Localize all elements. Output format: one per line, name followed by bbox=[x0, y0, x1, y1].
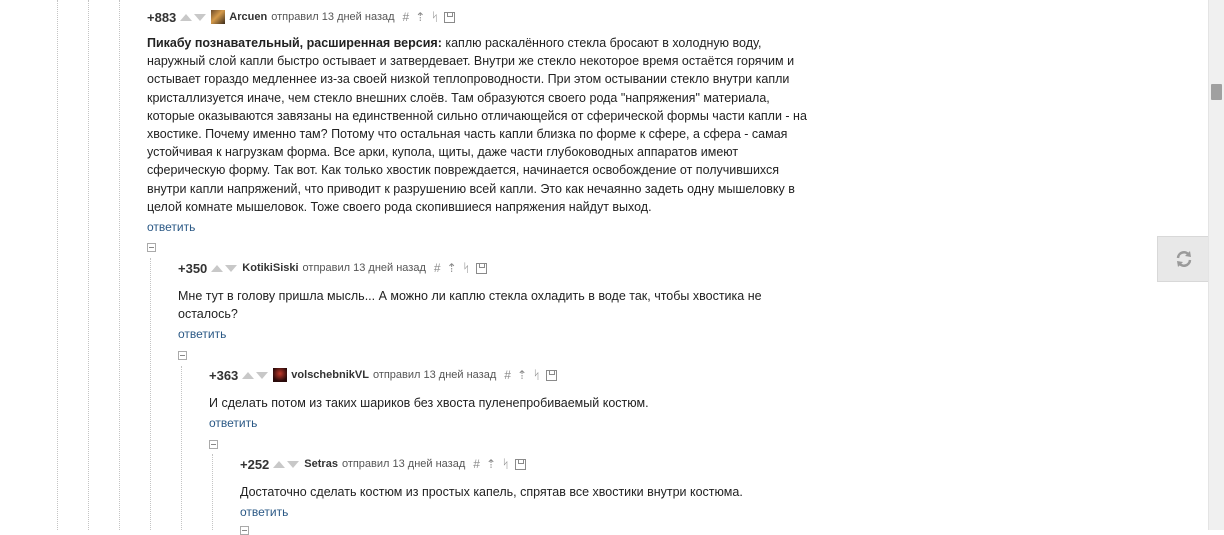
upvote-icon[interactable] bbox=[211, 265, 223, 272]
comment-author[interactable]: volschebnikVL bbox=[291, 369, 369, 381]
avatar[interactable] bbox=[211, 10, 225, 24]
comment bbox=[178, 259, 824, 341]
comment-date: отправил 13 дней назад bbox=[341, 458, 466, 470]
arrow-up-link-icon[interactable]: ⇡ bbox=[446, 261, 457, 275]
downvote-icon[interactable] bbox=[256, 372, 268, 379]
comment-author[interactable]: Arcuen bbox=[229, 11, 268, 23]
reply-link[interactable]: ответить bbox=[209, 416, 258, 431]
downvote-icon[interactable] bbox=[287, 461, 299, 468]
upvote-icon[interactable] bbox=[273, 461, 285, 468]
comment-body bbox=[178, 287, 788, 323]
arrow-up-link-icon[interactable]: ⇡ bbox=[516, 368, 528, 382]
save-icon[interactable] bbox=[546, 370, 557, 381]
tree-guide-line bbox=[57, 0, 58, 530]
collapse-toggle-icon[interactable] bbox=[240, 526, 249, 535]
tree-guide-line bbox=[150, 258, 151, 530]
comment-header bbox=[178, 259, 824, 277]
comment-rating: +350 bbox=[178, 260, 208, 276]
reply-link[interactable]: ответить bbox=[240, 505, 289, 520]
refresh-button[interactable] bbox=[1157, 236, 1209, 282]
comment-author[interactable]: Setras bbox=[304, 458, 338, 470]
comment-date: отправил 13 дней назад bbox=[271, 11, 395, 23]
branch-icon[interactable]: ᛋ bbox=[533, 368, 541, 382]
reply-link[interactable]: ответить bbox=[178, 327, 227, 342]
scrollbar-thumb[interactable] bbox=[1211, 84, 1222, 100]
hash-icon[interactable]: # bbox=[473, 457, 480, 471]
comment-body bbox=[240, 483, 840, 501]
arrow-up-link-icon[interactable]: ⇡ bbox=[415, 10, 426, 24]
save-icon[interactable] bbox=[444, 12, 455, 23]
hash-icon[interactable]: # bbox=[402, 10, 410, 24]
comment-header bbox=[147, 8, 824, 26]
tree-guide-line bbox=[119, 0, 120, 530]
comment-header bbox=[240, 455, 824, 473]
branch-icon[interactable]: ᛋ bbox=[462, 261, 470, 275]
branch-icon[interactable]: ᛋ bbox=[431, 10, 439, 24]
save-icon[interactable] bbox=[515, 459, 526, 470]
comment-body bbox=[209, 394, 809, 412]
comment-body bbox=[147, 34, 815, 216]
comment-rating: +252 bbox=[240, 456, 270, 472]
upvote-icon[interactable] bbox=[242, 372, 254, 379]
comment bbox=[240, 455, 824, 519]
comment-author[interactable]: KotikiSiski bbox=[242, 262, 299, 274]
comment bbox=[209, 366, 824, 430]
tree-guide-line bbox=[181, 366, 182, 530]
avatar[interactable] bbox=[273, 368, 287, 382]
comment-text: Мне тут в голову пришла мысль... А можно ли каплю стекла охладить в воде так, чтобы хвостика не осталось? bbox=[178, 289, 762, 322]
tree-guide-line bbox=[212, 454, 213, 530]
tree-guide-line bbox=[88, 0, 89, 530]
comment-text: И сделать потом из таких шариков без хвоста пуленепробиваемый костюм. bbox=[209, 396, 649, 410]
comment-rating: +363 bbox=[209, 367, 239, 383]
comment-rating: +883 bbox=[147, 9, 177, 25]
hash-icon[interactable]: # bbox=[433, 261, 441, 275]
collapse-toggle-icon[interactable] bbox=[178, 351, 187, 360]
reply-link[interactable]: ответить bbox=[147, 220, 196, 235]
comment-date: отправил 13 дней назад bbox=[302, 262, 426, 274]
branch-icon[interactable]: ᛋ bbox=[502, 457, 510, 471]
downvote-icon[interactable] bbox=[194, 14, 206, 21]
comment-text: Достаточно сделать костюм из простых капель, спрятав все хвостики внутри костюма. bbox=[240, 485, 743, 499]
upvote-icon[interactable] bbox=[180, 14, 192, 21]
collapse-toggle-icon[interactable] bbox=[147, 243, 156, 252]
scrollbar[interactable] bbox=[1208, 0, 1224, 530]
collapse-toggle-icon[interactable] bbox=[209, 440, 218, 449]
save-icon[interactable] bbox=[476, 263, 487, 274]
comment-date: отправил 13 дней назад bbox=[372, 369, 497, 381]
refresh-icon bbox=[1174, 249, 1194, 269]
comment-text: каплю раскалённого стекла бросают в холодную воду, наружный слой капли быстро остывает и затвердевает. Внутри же стекло некоторое время остаётся горячим и остывает гораздо медленнее из-за своей низкой теплопроводности. При этом остывании стекло внутри капли кристаллизуется иначе, чем стекло внешних слоёв. Там образуются своего рода "напряжения" материала, которые оказываются завязаны на единственной сильно отличающейся от сферической формы части капли - на хвостике. Почему именно там? Потому что остальная часть капли близка по форме к сфере, а сфера - самая устойчивая к нагрузкам форма. Все арки, купола, щиты, даже части глубоководных аппаратов имеют сферическую форму. Так вот. Как только хвостик повреждается, начинается освобождение от получившихся внутри капли напряжений, что приводит к разрушению всей капли. Это как нечаянно задеть одну мышеловку в целой комнате мышеловок. Тоже своего рода скопившиеся напряжения найдут выход. bbox=[147, 36, 807, 214]
comment bbox=[147, 8, 824, 234]
comment-bold-lead: Пикабу познавательный, расширенная версия: bbox=[147, 36, 442, 50]
downvote-icon[interactable] bbox=[225, 265, 237, 272]
hash-icon[interactable]: # bbox=[504, 368, 511, 382]
comment-header bbox=[209, 366, 824, 384]
arrow-up-link-icon[interactable]: ⇡ bbox=[485, 457, 497, 471]
